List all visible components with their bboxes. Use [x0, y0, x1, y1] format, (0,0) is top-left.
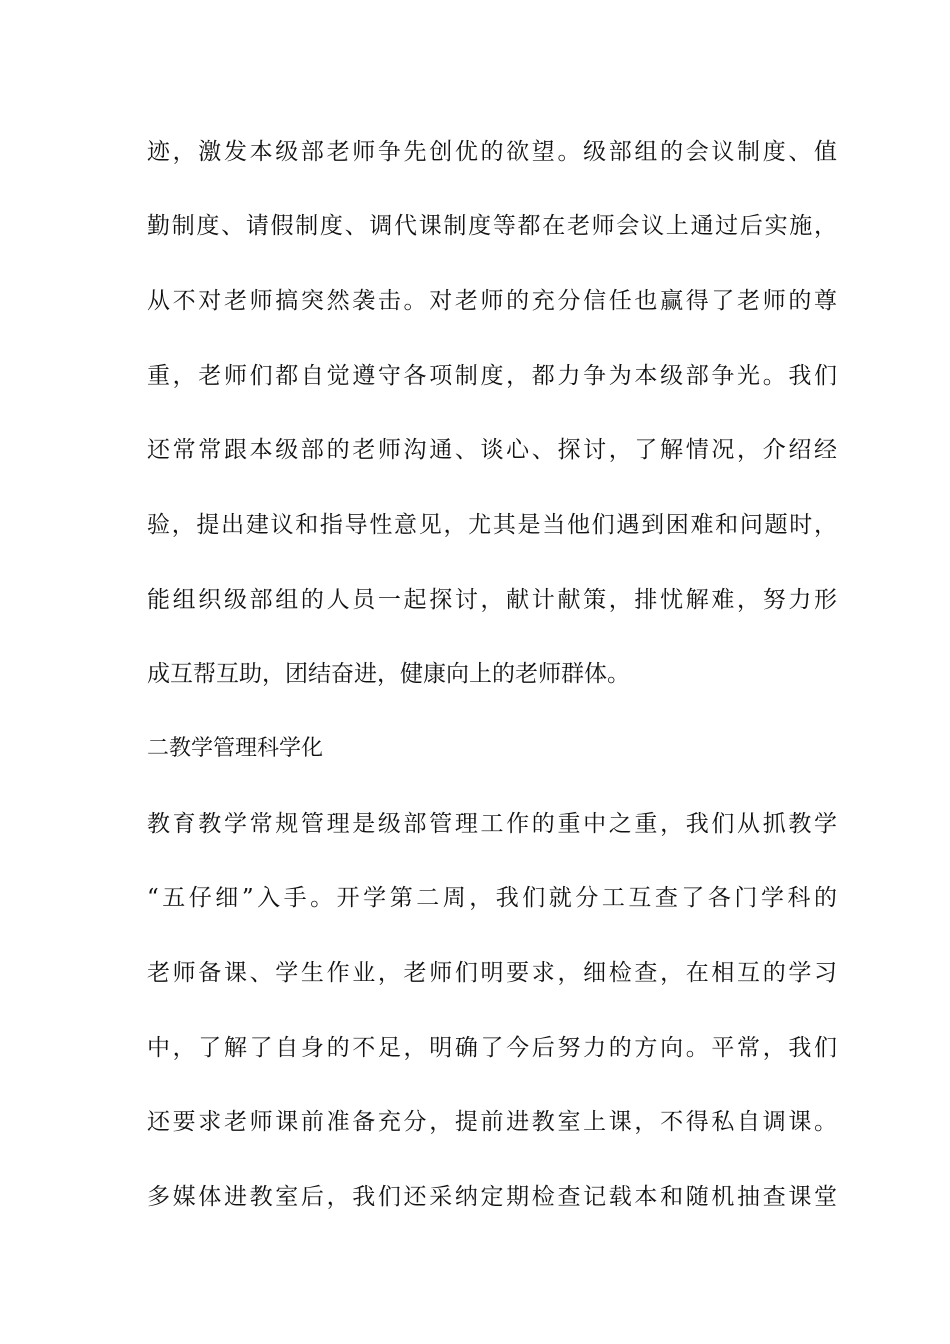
section-heading: 二教学管理科学化 — [147, 736, 324, 761]
paragraph-line: 教育教学常规管理是级部管理工作的重中之重，我们从抓教学 — [147, 811, 837, 837]
paragraph-line: 中，了解了自身的不足，明确了今后努力的方向。平常，我们 — [147, 1035, 837, 1061]
paragraph-line: 老师备课、学生作业，老师们明要求，细检查，在相互的学习 — [147, 960, 837, 986]
paragraph-line: 还要求老师课前准备充分，提前进教室上课，不得私自调课。 — [147, 1109, 837, 1135]
paragraph-line: 能组织级部组的人员一起探讨，献计献策，排忧解难，努力形 — [147, 587, 837, 613]
paragraph-line: 验，提出建议和指导性意见，尤其是当他们遇到困难和问题时， — [147, 512, 837, 538]
paragraph-line: 勤制度、请假制度、调代课制度等都在老师会议上通过后实施， — [147, 213, 837, 239]
paragraph-line: 重，老师们都自觉遵守各项制度，都力争为本级部争光。我们 — [147, 363, 837, 389]
paragraph-line: 还常常跟本级部的老师沟通、谈心、探讨，了解情况，介绍经 — [147, 437, 837, 463]
paragraph-line: 多媒体进教室后，我们还采纳定期检查记载本和随机抽查课堂 — [147, 1184, 837, 1210]
paragraph-line: “五仔细”入手。开学第二周，我们就分工互查了各门学科的 — [147, 885, 837, 911]
paragraph-line: 成互帮互助，团结奋进，健康向上的老师群体。 — [147, 661, 630, 687]
paragraph-line: 迹，激发本级部老师争先创优的欲望。级部组的会议制度、值 — [147, 139, 837, 165]
paragraph-line: 从不对老师搞突然袭击。对老师的充分信任也赢得了老师的尊 — [147, 288, 837, 314]
